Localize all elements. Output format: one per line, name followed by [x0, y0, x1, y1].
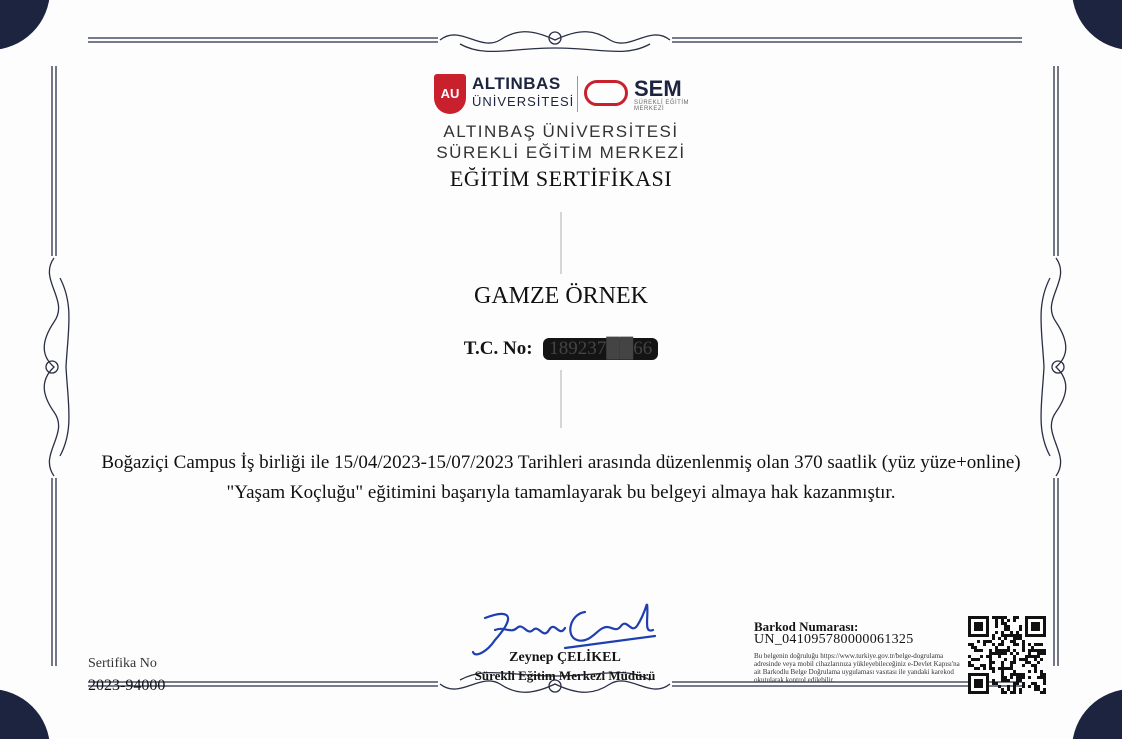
signatory-title: Sürekli Eğitim Merkezi Müdürü [474, 668, 656, 683]
logo-divider [577, 76, 578, 112]
center-name: SÜREKLİ EĞİTİM MERKEZİ [436, 143, 686, 162]
barcode-number: UN_041095780000061325 [754, 632, 914, 647]
university-name: ALTINBAŞ ÜNİVERSİTESİ [443, 122, 679, 141]
divider-line-top [560, 212, 562, 274]
corner-ornament-bottom-right [1072, 689, 1122, 739]
certificate-number: 2023-94000 [88, 677, 166, 694]
divider-line-bottom [560, 370, 562, 428]
brand-subtitle: ÜNİVERSİTESİ [472, 94, 575, 109]
university-shield-logo: AU [434, 74, 466, 114]
corner-ornament-top-right [1072, 0, 1122, 50]
tc-value-redacted: 189237██66 [543, 338, 658, 360]
certificate-number-label: Sertifika No [88, 656, 157, 671]
barcode-verification-note: Bu belgenin doğruluğu https://www.turkiye.gov.tr/belge-dogrulama adresinde veya mobil cihazlarınıza yükleyebileceğiniz e-Devlet Kapısı'na ait Barkodlu Belge Doğrulama uygulaması vasıtası ile yandaki karekod okutularak kontrol edilebilir. [754, 652, 960, 684]
barcode-label: Barkod Numarası: [754, 619, 859, 634]
brand-name: ALTINBAS [472, 74, 561, 93]
certificate-body-text: Boğaziçi Campus İş birliği ile 15/04/2023-15/07/2023 Tarihleri arasında düzenlenmiş olan 370 saatlik (yüz yüze+online) "Yaşam Koçluğu" eğitimini başarıyla tamamlayarak bu belgeyi almaya hak kazanmıştır. [101, 452, 1021, 503]
tc-number-row [0, 338, 1122, 360]
certificate-title: EĞİTİM SERTİFİKASI [449, 166, 673, 191]
sem-logo-mark [584, 80, 628, 106]
signatory-name: Zeynep ÇELİKEL [509, 650, 621, 665]
tc-label: T.C. No: [463, 338, 533, 359]
sem-logo-text: SEM [634, 76, 682, 101]
logo-row [434, 72, 694, 116]
qr-code [968, 616, 1046, 694]
recipient-name: GAMZE ÖRNEK [474, 283, 648, 309]
sem-logo-subtitle: SÜREKLİ EĞİTİM MERKEZİ [634, 100, 690, 112]
